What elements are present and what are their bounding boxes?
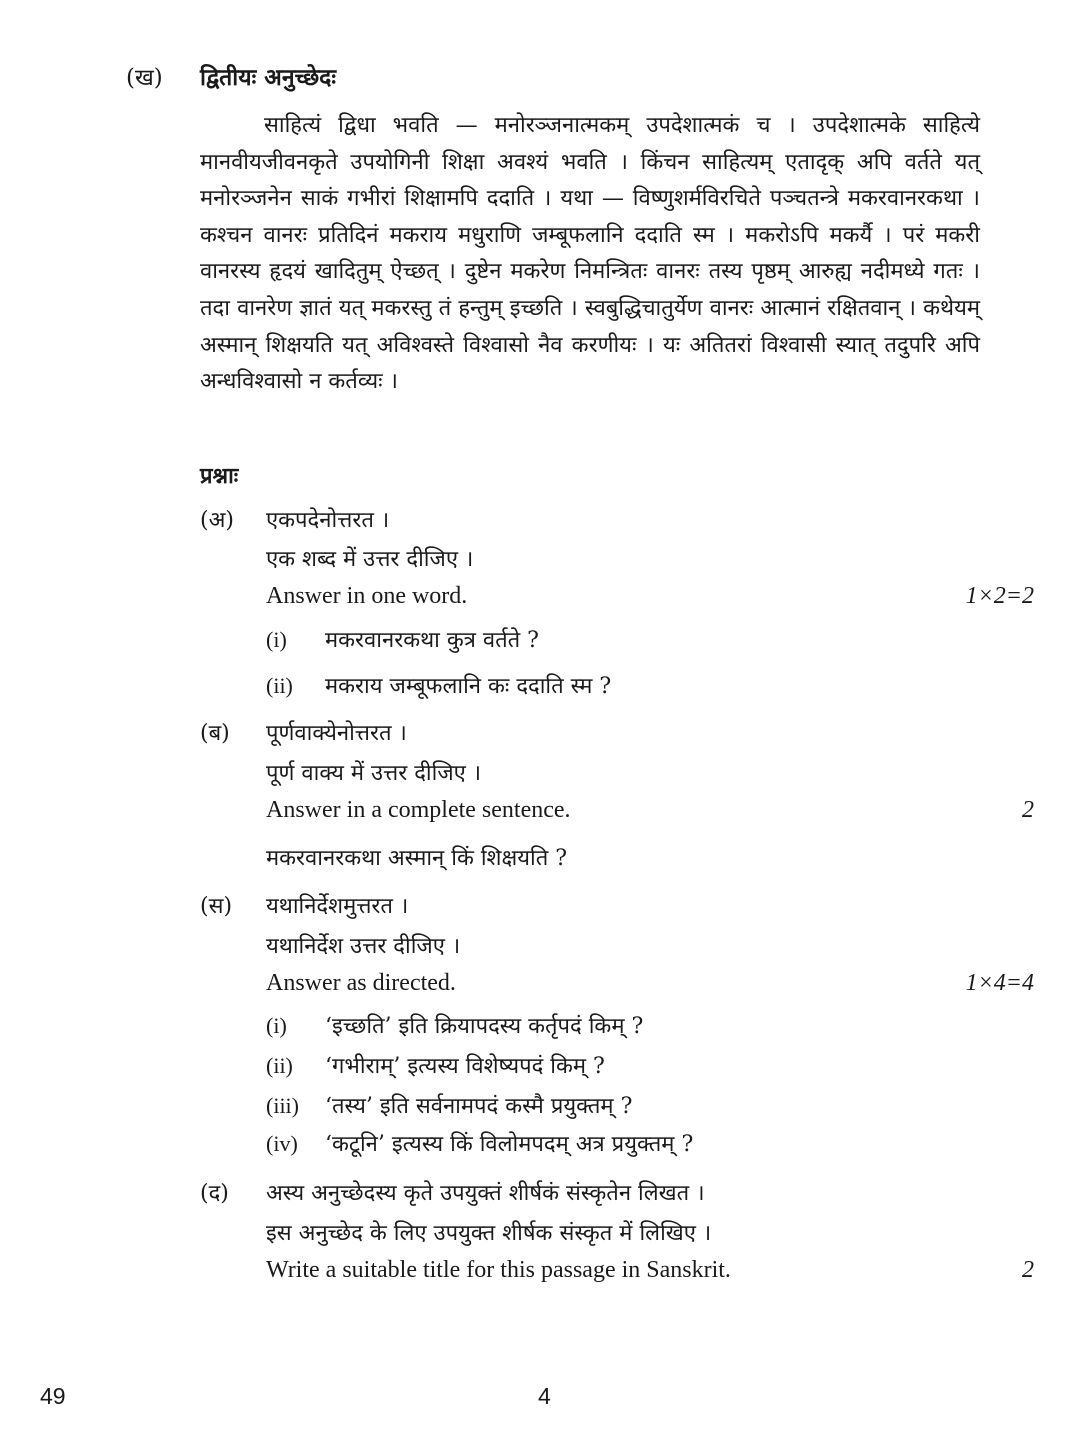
question-c-item-1-num: (i) bbox=[266, 1013, 287, 1038]
question-b-label: (ब) bbox=[200, 721, 230, 746]
section-title: द्वितीयः अनुच्छेदः bbox=[200, 64, 337, 91]
question-a-item-1-text: मकरवानरकथा कुत्र वर्तते ? bbox=[325, 628, 539, 653]
question-c-item-3-text: ‘तस्य’ इति सर्वनामपदं कस्मै प्रयुक्तम् ? bbox=[325, 1094, 633, 1119]
question-c-hindi: यथानिर्देश उत्तर दीजिए । bbox=[266, 934, 461, 959]
question-b-sanskrit: पूर्णवाक्येनोत्तरत । bbox=[266, 721, 407, 746]
questions-heading: प्रश्नाः bbox=[200, 463, 239, 489]
question-c-sanskrit: यथानिर्देशमुत्तरत । bbox=[266, 894, 409, 919]
question-a-sanskrit: एकपदेनोत्तरत । bbox=[266, 508, 390, 533]
question-c-item-2-num: (ii) bbox=[266, 1053, 293, 1078]
question-c-item-4-num: (iv) bbox=[266, 1131, 298, 1156]
passage-text: साहित्यं द्विधा भवति — मनोरञ्जनात्मकम् उपदेशात्मकं च । उपदेशात्मके साहित्ये मानवीयजीवनकृते उपयोगिनी शिक्षा अवश्यं भवति । किंचन साहित्यम् एतादृक् अपि वर्तते यत् मनोरञ्जनेन साकं गभीरां शिक्षामपि ददाति । यथा — विष्णुशर्मविरचिते पञ्चतन्त्रे मकरवानरकथा । कश्चन वानरः प्रतिदिनं मकराय मधुराणि जम्बूफलानि ददाति स्म । मकरोऽपि मकर्यै । परं मकरी वानरस्य हृदयं खादितुम् ऐच्छत् । दुष्टेन मकरेण निमन्त्रितः वानरः तस्य पृष्ठम् आरुह्य नदीमध्ये गतः । तदा वानरेण ज्ञातं यत् मकरस्तु तं हन्तुम् इच्छति । स्वबुद्धिचातुर्येण वानरः आत्मानं रक्षितवान् । कथेयम् अस्मान् शिक्षयति यत् अविश्वस्ते विश्वासो नैव करणीयः । यः अतितरां विश्वासी स्यात् तदुपरि अपि अन्धविश्वासो न कर्तव्यः । bbox=[200, 113, 980, 395]
question-d-marks: 2 bbox=[1022, 1257, 1034, 1283]
question-a-item-2-text: मकराय जम्बूफलानि कः ददाति स्म ? bbox=[325, 674, 612, 699]
question-c-item-2-text: ‘गभीराम्’ इत्यस्य विशेष्यपदं किम् ? bbox=[325, 1054, 605, 1079]
question-a-marks: 1×2=2 bbox=[965, 583, 1034, 609]
section-label: (ख) bbox=[126, 65, 163, 91]
question-c-label: (स) bbox=[200, 894, 233, 919]
question-b-english: Answer in a complete sentence. bbox=[266, 797, 571, 823]
question-b-question: मकरवानरकथा अस्मान् किं शिक्षयति ? bbox=[266, 846, 568, 871]
question-a-english: Answer in one word. bbox=[266, 583, 468, 609]
question-d-sanskrit: अस्य अनुच्छेदस्य कृते उपयुक्तं शीर्षकं संस्कृतेन लिखत । bbox=[266, 1181, 705, 1206]
paper-code: 49 bbox=[40, 1383, 66, 1409]
question-b-hindi: पूर्ण वाक्य में उत्तर दीजिए । bbox=[266, 761, 482, 786]
question-b-marks: 2 bbox=[1022, 797, 1034, 823]
question-d-label: (द) bbox=[200, 1181, 229, 1206]
page-number: 4 bbox=[538, 1383, 551, 1409]
question-d-english: Write a suitable title for this passage in Sanskrit. bbox=[266, 1257, 731, 1283]
question-a-item-2-num: (ii) bbox=[266, 673, 293, 698]
question-c-marks: 1×4=4 bbox=[965, 970, 1034, 996]
question-a-item-1-num: (i) bbox=[266, 627, 287, 652]
question-c-item-1-text: ‘इच्छति’ इति क्रियापदस्य कर्तृपदं किम् ? bbox=[325, 1014, 644, 1039]
question-c-english: Answer as directed. bbox=[266, 970, 456, 996]
question-c-item-3-num: (iii) bbox=[266, 1093, 299, 1118]
question-a-hindi: एक शब्द में उत्तर दीजिए । bbox=[266, 547, 474, 572]
question-d-hindi: इस अनुच्छेद के लिए उपयुक्त शीर्षक संस्कृत में लिखिए । bbox=[266, 1221, 712, 1246]
question-a-label: (अ) bbox=[200, 508, 234, 533]
question-c-item-4-text: ‘कटूनि’ इत्यस्य किं विलोमपदम् अत्र प्रयुक्तम् ? bbox=[325, 1132, 694, 1157]
